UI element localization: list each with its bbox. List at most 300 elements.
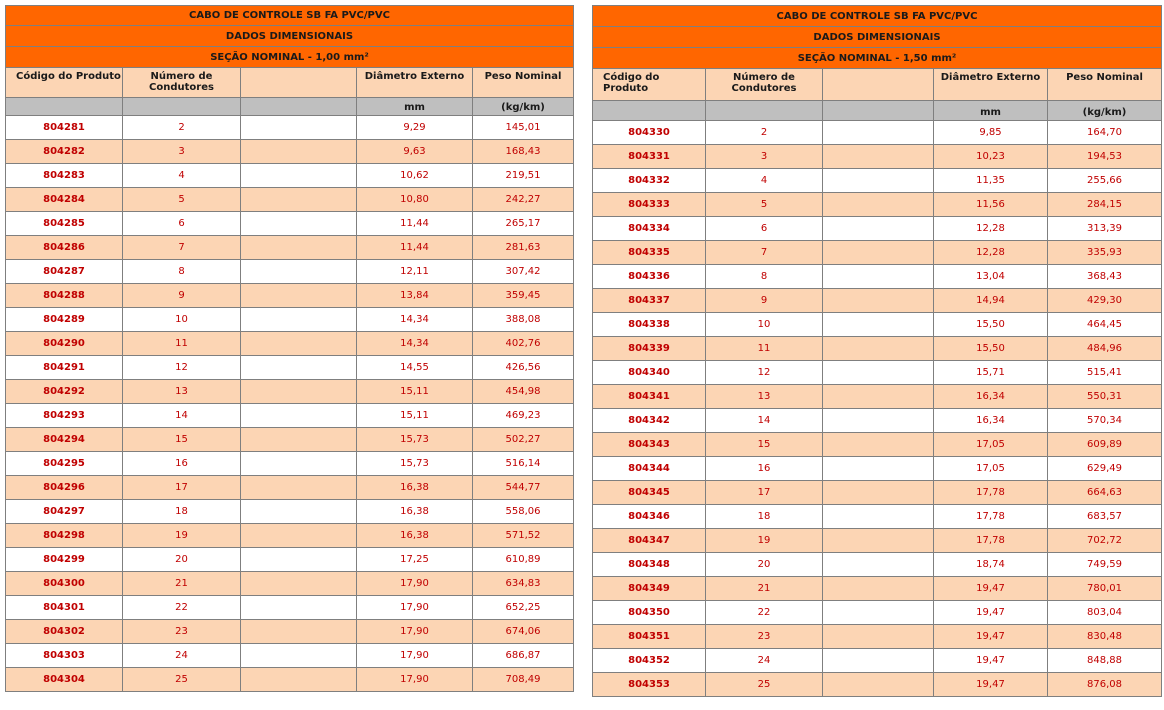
conductor-count: 5 bbox=[706, 193, 823, 217]
outer-diameter: 19,47 bbox=[934, 673, 1048, 697]
outer-diameter: 17,90 bbox=[357, 668, 473, 692]
conductor-count: 25 bbox=[123, 668, 241, 692]
blank-cell bbox=[241, 356, 357, 380]
outer-diameter: 17,90 bbox=[357, 620, 473, 644]
conductor-count: 6 bbox=[123, 212, 241, 236]
product-code: 804341 bbox=[593, 385, 706, 409]
table-subtitle: DADOS DIMENSIONAIS bbox=[6, 26, 574, 47]
nominal-weight: 664,63 bbox=[1048, 481, 1162, 505]
product-code: 804281 bbox=[6, 116, 123, 140]
table-title: CABO DE CONTROLE SB FA PVC/PVC bbox=[6, 6, 574, 26]
conductor-count: 16 bbox=[123, 452, 241, 476]
product-code: 804349 bbox=[593, 577, 706, 601]
unit-cell bbox=[123, 98, 241, 116]
blank-cell bbox=[823, 433, 934, 457]
blank-cell bbox=[823, 337, 934, 361]
nominal-weight: 265,17 bbox=[473, 212, 574, 236]
product-code: 804290 bbox=[6, 332, 123, 356]
table-row bbox=[6, 572, 574, 596]
outer-diameter: 15,50 bbox=[934, 337, 1048, 361]
outer-diameter: 17,90 bbox=[357, 596, 473, 620]
blank-cell bbox=[241, 188, 357, 212]
nominal-weight: 281,63 bbox=[473, 236, 574, 260]
product-code: 804335 bbox=[593, 241, 706, 265]
outer-diameter: 17,05 bbox=[934, 433, 1048, 457]
col-header-peso: Peso Nominal bbox=[473, 68, 574, 98]
conductor-count: 7 bbox=[123, 236, 241, 260]
col-header-peso: Peso Nominal bbox=[1048, 69, 1162, 101]
product-code: 804340 bbox=[593, 361, 706, 385]
blank-cell bbox=[823, 265, 934, 289]
blank-cell bbox=[241, 116, 357, 140]
col-header-diametro: Diâmetro Externo bbox=[934, 69, 1048, 101]
product-code: 804292 bbox=[6, 380, 123, 404]
unit-cell bbox=[823, 101, 934, 121]
left-dimension-table bbox=[5, 5, 574, 692]
header-row bbox=[593, 69, 1162, 101]
blank-cell bbox=[241, 620, 357, 644]
conductor-count: 20 bbox=[123, 548, 241, 572]
product-code: 804291 bbox=[6, 356, 123, 380]
nominal-weight: 702,72 bbox=[1048, 529, 1162, 553]
outer-diameter: 10,23 bbox=[934, 145, 1048, 169]
conductor-count: 5 bbox=[123, 188, 241, 212]
outer-diameter: 17,90 bbox=[357, 572, 473, 596]
nominal-weight: 652,25 bbox=[473, 596, 574, 620]
nominal-weight: 313,39 bbox=[1048, 217, 1162, 241]
table-row bbox=[6, 164, 574, 188]
outer-diameter: 16,34 bbox=[934, 409, 1048, 433]
nominal-weight: 164,70 bbox=[1048, 121, 1162, 145]
table-row bbox=[6, 476, 574, 500]
conductor-count: 19 bbox=[706, 529, 823, 553]
nominal-weight: 359,45 bbox=[473, 284, 574, 308]
outer-diameter: 19,47 bbox=[934, 625, 1048, 649]
nominal-weight: 502,27 bbox=[473, 428, 574, 452]
conductor-count: 3 bbox=[706, 145, 823, 169]
nominal-weight: 219,51 bbox=[473, 164, 574, 188]
table-row bbox=[6, 212, 574, 236]
section-nominal: SEÇÃO NOMINAL - 1,00 mm² bbox=[6, 47, 574, 68]
outer-diameter: 14,34 bbox=[357, 308, 473, 332]
conductor-count: 11 bbox=[123, 332, 241, 356]
product-code: 804288 bbox=[6, 284, 123, 308]
nominal-weight: 516,14 bbox=[473, 452, 574, 476]
conductor-count: 13 bbox=[706, 385, 823, 409]
product-code: 804287 bbox=[6, 260, 123, 284]
conductor-count: 9 bbox=[706, 289, 823, 313]
outer-diameter: 10,62 bbox=[357, 164, 473, 188]
product-code: 804289 bbox=[6, 308, 123, 332]
outer-diameter: 16,38 bbox=[357, 476, 473, 500]
product-code: 804339 bbox=[593, 337, 706, 361]
nominal-weight: 780,01 bbox=[1048, 577, 1162, 601]
outer-diameter: 15,11 bbox=[357, 404, 473, 428]
table-subtitle-row bbox=[6, 26, 574, 47]
table-row bbox=[6, 140, 574, 164]
product-code: 804333 bbox=[593, 193, 706, 217]
nominal-weight: 454,98 bbox=[473, 380, 574, 404]
blank-cell bbox=[241, 308, 357, 332]
table-row bbox=[6, 260, 574, 284]
blank-cell bbox=[823, 145, 934, 169]
conductor-count: 2 bbox=[706, 121, 823, 145]
col-header-blank bbox=[823, 69, 934, 101]
right-table-body bbox=[593, 6, 1162, 697]
product-code: 804331 bbox=[593, 145, 706, 169]
blank-cell bbox=[241, 212, 357, 236]
conductor-count: 24 bbox=[706, 649, 823, 673]
nominal-weight: 848,88 bbox=[1048, 649, 1162, 673]
outer-diameter: 11,44 bbox=[357, 236, 473, 260]
conductor-count: 21 bbox=[123, 572, 241, 596]
product-code: 804352 bbox=[593, 649, 706, 673]
outer-diameter: 17,78 bbox=[934, 529, 1048, 553]
blank-cell bbox=[823, 409, 934, 433]
blank-cell bbox=[823, 505, 934, 529]
nominal-weight: 629,49 bbox=[1048, 457, 1162, 481]
conductor-count: 15 bbox=[123, 428, 241, 452]
blank-cell bbox=[823, 217, 934, 241]
nominal-weight: 426,56 bbox=[473, 356, 574, 380]
table-row bbox=[6, 332, 574, 356]
outer-diameter: 15,71 bbox=[934, 361, 1048, 385]
product-code: 804330 bbox=[593, 121, 706, 145]
conductor-count: 24 bbox=[123, 644, 241, 668]
product-code: 804334 bbox=[593, 217, 706, 241]
col-header-blank bbox=[241, 68, 357, 98]
table-row bbox=[593, 457, 1162, 481]
nominal-weight: 255,66 bbox=[1048, 169, 1162, 193]
conductor-count: 18 bbox=[123, 500, 241, 524]
nominal-weight: 830,48 bbox=[1048, 625, 1162, 649]
blank-cell bbox=[823, 313, 934, 337]
conductor-count: 22 bbox=[123, 596, 241, 620]
conductor-count: 17 bbox=[706, 481, 823, 505]
nominal-weight: 609,89 bbox=[1048, 433, 1162, 457]
nominal-weight: 368,43 bbox=[1048, 265, 1162, 289]
outer-diameter: 15,73 bbox=[357, 452, 473, 476]
outer-diameter: 17,78 bbox=[934, 505, 1048, 529]
left-table-body bbox=[6, 6, 574, 692]
nominal-weight: 194,53 bbox=[1048, 145, 1162, 169]
conductor-count: 4 bbox=[706, 169, 823, 193]
product-code: 804337 bbox=[593, 289, 706, 313]
outer-diameter: 11,35 bbox=[934, 169, 1048, 193]
unit-cell bbox=[706, 101, 823, 121]
blank-cell bbox=[241, 452, 357, 476]
blank-cell bbox=[241, 668, 357, 692]
outer-diameter: 12,11 bbox=[357, 260, 473, 284]
product-code: 804298 bbox=[6, 524, 123, 548]
outer-diameter: 12,28 bbox=[934, 217, 1048, 241]
product-code: 804300 bbox=[6, 572, 123, 596]
nominal-weight: 571,52 bbox=[473, 524, 574, 548]
outer-diameter: 14,94 bbox=[934, 289, 1048, 313]
table-title: CABO DE CONTROLE SB FA PVC/PVC bbox=[593, 6, 1162, 27]
table-row bbox=[6, 548, 574, 572]
table-row bbox=[6, 596, 574, 620]
conductor-count: 11 bbox=[706, 337, 823, 361]
blank-cell bbox=[823, 553, 934, 577]
nominal-weight: 469,23 bbox=[473, 404, 574, 428]
conductor-count: 14 bbox=[123, 404, 241, 428]
blank-cell bbox=[241, 524, 357, 548]
blank-cell bbox=[823, 457, 934, 481]
table-row bbox=[6, 284, 574, 308]
blank-cell bbox=[823, 193, 934, 217]
table-title-row bbox=[6, 6, 574, 26]
nominal-weight: 284,15 bbox=[1048, 193, 1162, 217]
product-code: 804282 bbox=[6, 140, 123, 164]
product-code: 804353 bbox=[593, 673, 706, 697]
blank-cell bbox=[241, 572, 357, 596]
unit-cell: (kg/km) bbox=[1048, 101, 1162, 121]
nominal-weight: 803,04 bbox=[1048, 601, 1162, 625]
blank-cell bbox=[823, 169, 934, 193]
blank-cell bbox=[823, 625, 934, 649]
blank-cell bbox=[241, 644, 357, 668]
col-header-codigo: Código do Produto bbox=[6, 68, 123, 98]
conductor-count: 15 bbox=[706, 433, 823, 457]
col-header-diametro: Diâmetro Externo bbox=[357, 68, 473, 98]
blank-cell bbox=[241, 428, 357, 452]
conductor-count: 4 bbox=[123, 164, 241, 188]
product-code: 804351 bbox=[593, 625, 706, 649]
conductor-count: 2 bbox=[123, 116, 241, 140]
blank-cell bbox=[823, 289, 934, 313]
product-code: 804302 bbox=[6, 620, 123, 644]
blank-cell bbox=[241, 404, 357, 428]
blank-cell bbox=[241, 380, 357, 404]
outer-diameter: 13,84 bbox=[357, 284, 473, 308]
conductor-count: 20 bbox=[706, 553, 823, 577]
nominal-weight: 708,49 bbox=[473, 668, 574, 692]
nominal-weight: 429,30 bbox=[1048, 289, 1162, 313]
outer-diameter: 10,80 bbox=[357, 188, 473, 212]
product-code: 804304 bbox=[6, 668, 123, 692]
blank-cell bbox=[823, 481, 934, 505]
table-row bbox=[593, 505, 1162, 529]
table-row bbox=[593, 217, 1162, 241]
conductor-count: 14 bbox=[706, 409, 823, 433]
nominal-weight: 686,87 bbox=[473, 644, 574, 668]
product-code: 804338 bbox=[593, 313, 706, 337]
conductor-count: 19 bbox=[123, 524, 241, 548]
nominal-weight: 307,42 bbox=[473, 260, 574, 284]
conductor-count: 21 bbox=[706, 577, 823, 601]
nominal-weight: 558,06 bbox=[473, 500, 574, 524]
table-row bbox=[593, 265, 1162, 289]
blank-cell bbox=[241, 476, 357, 500]
outer-diameter: 17,78 bbox=[934, 481, 1048, 505]
nominal-weight: 610,89 bbox=[473, 548, 574, 572]
product-code: 804293 bbox=[6, 404, 123, 428]
outer-diameter: 12,28 bbox=[934, 241, 1048, 265]
product-code: 804348 bbox=[593, 553, 706, 577]
conductor-count: 6 bbox=[706, 217, 823, 241]
table-row bbox=[6, 188, 574, 212]
product-code: 804345 bbox=[593, 481, 706, 505]
table-row bbox=[6, 452, 574, 476]
section-nominal: SEÇÃO NOMINAL - 1,50 mm² bbox=[593, 48, 1162, 69]
unit-cell: mm bbox=[357, 98, 473, 116]
blank-cell bbox=[241, 500, 357, 524]
outer-diameter: 15,73 bbox=[357, 428, 473, 452]
product-code: 804342 bbox=[593, 409, 706, 433]
blank-cell bbox=[823, 241, 934, 265]
outer-diameter: 11,56 bbox=[934, 193, 1048, 217]
table-row bbox=[6, 620, 574, 644]
header-row bbox=[6, 68, 574, 98]
table-row bbox=[593, 385, 1162, 409]
conductor-count: 7 bbox=[706, 241, 823, 265]
nominal-weight: 515,41 bbox=[1048, 361, 1162, 385]
table-row bbox=[593, 481, 1162, 505]
outer-diameter: 16,38 bbox=[357, 500, 473, 524]
outer-diameter: 19,47 bbox=[934, 601, 1048, 625]
nominal-weight: 749,59 bbox=[1048, 553, 1162, 577]
table-row bbox=[593, 289, 1162, 313]
product-code: 804301 bbox=[6, 596, 123, 620]
nominal-weight: 876,08 bbox=[1048, 673, 1162, 697]
outer-diameter: 14,55 bbox=[357, 356, 473, 380]
table-title-row bbox=[593, 6, 1162, 27]
blank-cell bbox=[823, 673, 934, 697]
section-nominal-row bbox=[6, 47, 574, 68]
unit-cell: (kg/km) bbox=[473, 98, 574, 116]
conductor-count: 3 bbox=[123, 140, 241, 164]
blank-cell bbox=[823, 577, 934, 601]
outer-diameter: 11,44 bbox=[357, 212, 473, 236]
blank-cell bbox=[241, 548, 357, 572]
table-row bbox=[593, 625, 1162, 649]
product-code: 804295 bbox=[6, 452, 123, 476]
nominal-weight: 388,08 bbox=[473, 308, 574, 332]
nominal-weight: 544,77 bbox=[473, 476, 574, 500]
table-row bbox=[593, 577, 1162, 601]
product-code: 804344 bbox=[593, 457, 706, 481]
right-dimension-table bbox=[592, 5, 1162, 697]
product-code: 804332 bbox=[593, 169, 706, 193]
table-row bbox=[6, 428, 574, 452]
conductor-count: 12 bbox=[123, 356, 241, 380]
outer-diameter: 17,05 bbox=[934, 457, 1048, 481]
unit-cell bbox=[593, 101, 706, 121]
nominal-weight: 484,96 bbox=[1048, 337, 1162, 361]
table-row bbox=[593, 553, 1162, 577]
outer-diameter: 14,34 bbox=[357, 332, 473, 356]
outer-diameter: 16,34 bbox=[934, 385, 1048, 409]
outer-diameter: 15,11 bbox=[357, 380, 473, 404]
conductor-count: 23 bbox=[706, 625, 823, 649]
table-row bbox=[593, 145, 1162, 169]
product-code: 804296 bbox=[6, 476, 123, 500]
unit-cell bbox=[241, 98, 357, 116]
table-row bbox=[6, 644, 574, 668]
product-code: 804336 bbox=[593, 265, 706, 289]
product-code: 804285 bbox=[6, 212, 123, 236]
table-row bbox=[593, 529, 1162, 553]
table-row bbox=[593, 193, 1162, 217]
product-code: 804343 bbox=[593, 433, 706, 457]
conductor-count: 8 bbox=[123, 260, 241, 284]
blank-cell bbox=[241, 332, 357, 356]
outer-diameter: 17,25 bbox=[357, 548, 473, 572]
table-row bbox=[6, 380, 574, 404]
table-row bbox=[593, 673, 1162, 697]
outer-diameter: 17,90 bbox=[357, 644, 473, 668]
outer-diameter: 16,38 bbox=[357, 524, 473, 548]
table-row bbox=[6, 524, 574, 548]
table-row bbox=[6, 356, 574, 380]
outer-diameter: 9,63 bbox=[357, 140, 473, 164]
col-header-condutores: Número de Condutores bbox=[123, 68, 241, 98]
product-code: 804299 bbox=[6, 548, 123, 572]
table-row bbox=[6, 500, 574, 524]
nominal-weight: 145,01 bbox=[473, 116, 574, 140]
nominal-weight: 674,06 bbox=[473, 620, 574, 644]
conductor-count: 13 bbox=[123, 380, 241, 404]
product-code: 804347 bbox=[593, 529, 706, 553]
table-row bbox=[6, 404, 574, 428]
outer-diameter: 13,04 bbox=[934, 265, 1048, 289]
col-header-codigo: Código do Produto bbox=[593, 69, 706, 101]
table-row bbox=[593, 337, 1162, 361]
conductor-count: 10 bbox=[123, 308, 241, 332]
blank-cell bbox=[241, 260, 357, 284]
col-header-condutores: Número de Condutores bbox=[706, 69, 823, 101]
table-row bbox=[593, 649, 1162, 673]
table-row bbox=[593, 241, 1162, 265]
table-row bbox=[6, 668, 574, 692]
unit-cell bbox=[6, 98, 123, 116]
outer-diameter: 9,29 bbox=[357, 116, 473, 140]
unit-cell: mm bbox=[934, 101, 1048, 121]
nominal-weight: 570,34 bbox=[1048, 409, 1162, 433]
outer-diameter: 9,85 bbox=[934, 121, 1048, 145]
table-subtitle-row bbox=[593, 27, 1162, 48]
nominal-weight: 335,93 bbox=[1048, 241, 1162, 265]
outer-diameter: 18,74 bbox=[934, 553, 1048, 577]
table-row bbox=[593, 601, 1162, 625]
blank-cell bbox=[241, 236, 357, 260]
table-subtitle: DADOS DIMENSIONAIS bbox=[593, 27, 1162, 48]
conductor-count: 25 bbox=[706, 673, 823, 697]
nominal-weight: 464,45 bbox=[1048, 313, 1162, 337]
table-row bbox=[593, 361, 1162, 385]
blank-cell bbox=[241, 140, 357, 164]
nominal-weight: 168,43 bbox=[473, 140, 574, 164]
blank-cell bbox=[241, 284, 357, 308]
blank-cell bbox=[823, 601, 934, 625]
nominal-weight: 683,57 bbox=[1048, 505, 1162, 529]
table-row bbox=[593, 433, 1162, 457]
product-code: 804283 bbox=[6, 164, 123, 188]
conductor-count: 22 bbox=[706, 601, 823, 625]
nominal-weight: 242,27 bbox=[473, 188, 574, 212]
outer-diameter: 19,47 bbox=[934, 649, 1048, 673]
nominal-weight: 402,76 bbox=[473, 332, 574, 356]
table-row bbox=[6, 236, 574, 260]
conductor-count: 23 bbox=[123, 620, 241, 644]
product-code: 804297 bbox=[6, 500, 123, 524]
blank-cell bbox=[823, 529, 934, 553]
table-row bbox=[6, 116, 574, 140]
blank-cell bbox=[823, 649, 934, 673]
table-row bbox=[593, 409, 1162, 433]
conductor-count: 9 bbox=[123, 284, 241, 308]
